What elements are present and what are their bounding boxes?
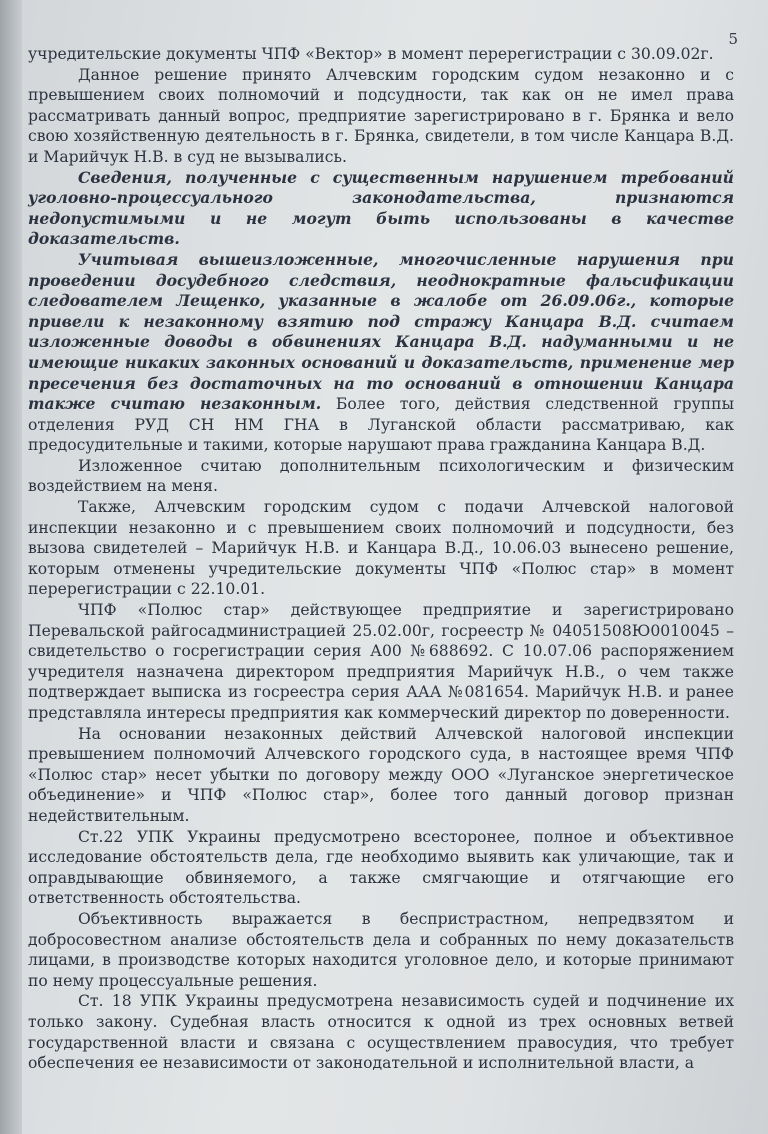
paragraph: [28, 909, 734, 991]
page-number: 5: [728, 30, 738, 48]
text-run: ЧПФ «Полюс стар» действующее предприятие и зарегистрировано Перевальской райгосадминистрацией 25.02.00г, госреестр № 04051508Ю0010045 – свидетельство о госрегистрации серия А00 №688692. С 10.07.06 распоряжением учредителя назначена директором предприятия Марийчук Н.В., о чем также подтверждает выписка из госреестра серия ААА №081654. Марийчук Н.В. и ранее представляла интересы предприятия как коммерческий директор по доверенности.: [28, 601, 734, 722]
paragraph: [28, 827, 734, 909]
paragraph: [28, 600, 734, 724]
text-run: Ст. 18 УПК Украины предусмотрена независимость судей и подчинение их только закону. Судебная власть относится к одной из трех основных ветвей государственной власти и связана с осуществлением правосудия, что требует обеспечения ее независимости от законодательной и исполнительной власти, а: [28, 992, 734, 1073]
paragraph: [28, 44, 734, 65]
text-run: Ст.22 УПК Украины предусмотрено всесторонее, полное и объективное исследование обстоятельств дела, где необходимо выявить как уличающие, так и оправдывающие обвиняемого, а также смягчающие и отягчающие его ответственность обстоятельства.: [28, 827, 734, 908]
emphasis-text: Учитывая вышеизложенные, многочисленные нарушения при проведении досудебного следствия, неоднократные фальсификации следователем Лещенко, указанные в жалобе от 26.09.06г., которые привели к незаконному взятию под стражу Канцара В.Д. считаем изложенные доводы в обвинениях Канцара В.Д. надуманными и не имеющие никаких законных оснований и доказательств, применение мер пресечения без достаточных на то оснований в отношении Канцара также считаю незаконным.: [28, 249, 734, 414]
text-run: Объективность выражается в беспристрастном, непредвзятом и добросовестном анализе обстоятельств дела и собранных по нему доказательств лицами, в производстве которых находится уголовное дело, и которые принимают по нему процессуальные решения.: [28, 909, 734, 990]
text-run: Более того, действия следственной группы отделения РУД СН НМ ГНА в Луганской области рассматриваю, как предосудительные и такими, которые нарушают права гражданина Канцара В.Д.: [28, 395, 734, 455]
paragraph: [28, 168, 734, 250]
paragraph: [28, 724, 734, 827]
text-run: На основании незаконных действий Алчевской налоговой инспекции превышением полномочий Алчевского городского суда, в настоящее время ЧПФ «Полюс стар» несет убытки по договору между ООО «Луганское энергетическое объединение» и ЧПФ «Полюс стар», более того данный договор признан недействительным.: [28, 724, 734, 825]
emphasis-text: Сведения, полученные с существенным нарушением требований уголовно-процессуального законодательства, признаются недопустимыми и не могут быть использованы в качестве доказательств.: [28, 167, 734, 249]
paragraph: [28, 65, 734, 168]
text-run: Изложенное считаю дополнительным психологическим и физическим воздействием на меня.: [28, 456, 734, 496]
text-run: Данное решение принято Алчевским городским судом незаконно и с превышением своих полномочий и подсудности, так как он не имел права рассматривать данный вопрос, предприятие зарегистрировано в г. Брянка и вело свою хозяйственную деятельность в г. Брянка, свидетели, в том числе Канцара В.Д. и Марийчук Н.В. в суд не вызывались.: [28, 65, 734, 166]
paragraph: [28, 456, 734, 497]
paragraph: [28, 991, 734, 1073]
paragraph: [28, 497, 734, 600]
text-run: Также, Алчевским городским судом с подачи Алчевской налоговой инспекции незаконно и с превышением своих полномочий и подсудности, без вызова свидетелей – Марийчук Н.В. и Канцара В.Д., 10.06.03 вынесено решение, которым отменены учредительские документы ЧПФ «Полюс стар» в момент перерегистрации с 22.10.01.: [28, 498, 734, 599]
text-run: учредительские документы ЧПФ «Вектор» в момент перерегистрации с 30.09.02г.: [28, 45, 714, 63]
document-body: [28, 44, 734, 1074]
paragraph: [28, 250, 734, 456]
